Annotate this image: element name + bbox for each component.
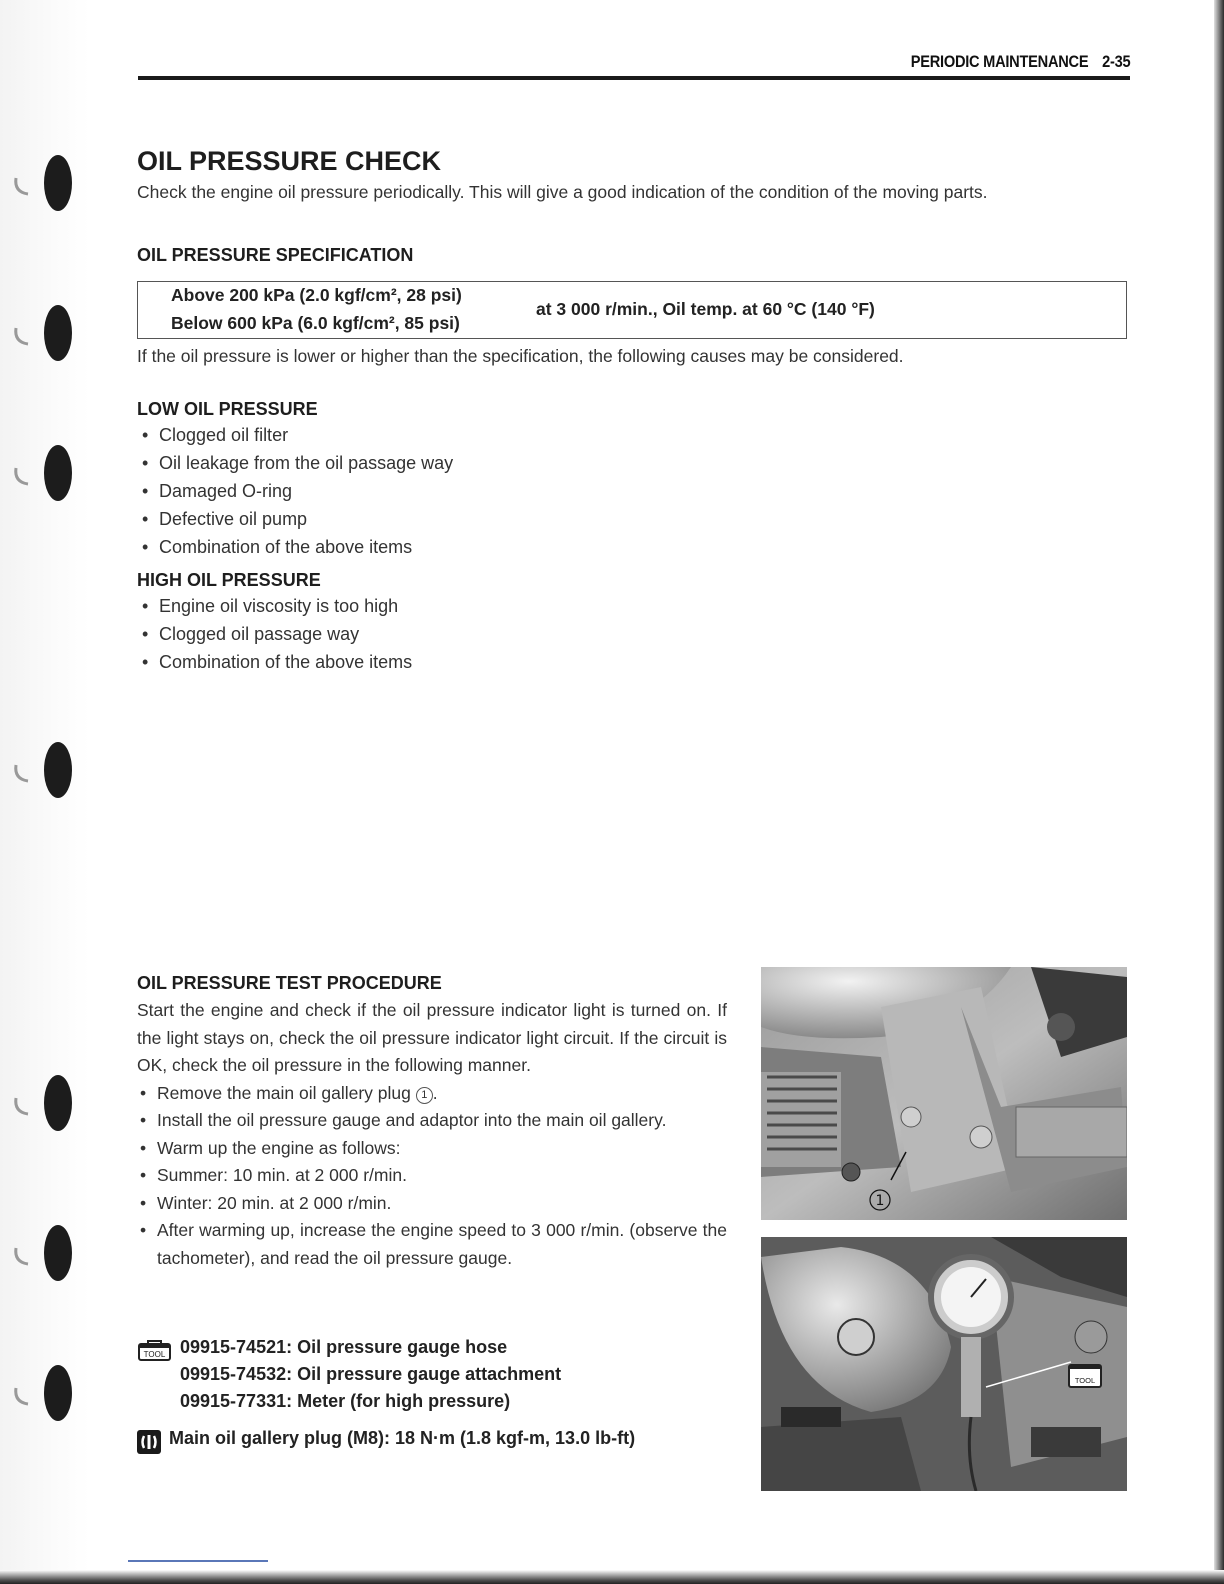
list-item: • Defective oil pump [139, 505, 453, 533]
tool-icon-label: TOOL [143, 1350, 166, 1359]
test-procedure [137, 970, 727, 1272]
list-item: • Combination of the above items [139, 533, 453, 561]
spec-below: Below 600 kPa (6.0 kgf/cm², 85 psi) [171, 313, 460, 333]
page-title: OIL PRESSURE CHECK [137, 146, 442, 176]
torque-wrench-icon [137, 1430, 161, 1454]
tool-icon [138, 1339, 171, 1361]
list-item: • Engine oil viscosity is too high [139, 592, 412, 620]
header-rule [138, 76, 1130, 80]
binder-hole [8, 1068, 74, 1138]
page-number: 2-35 [1101, 52, 1130, 71]
step-text: Remove the main oil gallery plug [157, 1082, 411, 1103]
header-text [910, 52, 1130, 72]
spec-note: If the oil pressure is lower or higher than the specification, the following causes may be considered. [137, 346, 904, 366]
procedure-intro: Start the engine and check if the oil pressure indicator light is turned on. If the light stays on, check the oil pressure indicator light circuit. If the circuit is OK, check the oil pressure in the following manner. [137, 1000, 727, 1075]
list-item: • After warming up, increase the engine speed to 3 000 r/min. (observe the tachometer), and read the oil pressure gauge. [137, 1217, 727, 1272]
list-item: • Clogged oil passage way [139, 620, 412, 648]
binder-hole [8, 438, 74, 508]
list-item: • Winter: 20 min. at 2 000 r/min. [137, 1190, 727, 1218]
high-pressure-heading: HIGH OIL PRESSURE [137, 570, 321, 590]
bottom-link-underline [128, 1560, 268, 1562]
tool-line: 09915-74521: Oil pressure gauge hose [180, 1337, 508, 1357]
procedure-heading: OIL PRESSURE TEST PROCEDURE [137, 973, 442, 993]
list-item [137, 1080, 727, 1108]
callout-ref: 1 [416, 1087, 433, 1104]
high-pressure-list [139, 592, 412, 676]
binder-hole [8, 148, 74, 218]
binder-hole [8, 1358, 74, 1428]
list-item: • Combination of the above items [139, 648, 412, 676]
list-item: • Summer: 10 min. at 2 000 r/min. [137, 1162, 727, 1190]
step-end: . [432, 1082, 438, 1103]
binder-hole [8, 1218, 74, 1288]
list-item: • Oil leakage from the oil passage way [139, 449, 453, 477]
spec-heading: OIL PRESSURE SPECIFICATION [137, 245, 414, 265]
intro-paragraph: Check the engine oil pressure periodically. This will give a good indication of the condition of the moving parts. [137, 182, 988, 202]
procedure-steps [137, 1080, 727, 1273]
engine-photo-pressure-gauge [761, 1237, 1127, 1491]
spec-above: Above 200 kPa (2.0 kgf/cm², 28 psi) [171, 285, 462, 305]
header-section: PERIODIC MAINTENANCE [910, 52, 1089, 71]
spec-condition: at 3 000 r/min., Oil temp. at 60 °C (140 °F) [536, 299, 875, 319]
list-item: • Install the oil pressure gauge and adaptor into the main oil gallery. [137, 1107, 727, 1135]
page-bottom-shadow [0, 1570, 1224, 1584]
binder-hole [8, 735, 74, 805]
engine-photo-oil-gallery-plug [761, 967, 1127, 1220]
tool-line: 09915-74532: Oil pressure gauge attachment [180, 1364, 562, 1384]
list-item: • Clogged oil filter [139, 421, 453, 449]
binder-margin [0, 0, 90, 1584]
tool-line: 09915-77331: Meter (for high pressure) [180, 1391, 511, 1411]
list-item: • Damaged O-ring [139, 477, 453, 505]
photo-callout-1: 1 [875, 1193, 885, 1209]
list-item: • Warm up the engine as follows: [137, 1135, 727, 1163]
spec-box [137, 281, 1127, 339]
low-pressure-heading: LOW OIL PRESSURE [137, 399, 318, 419]
binder-hole [8, 298, 74, 368]
page-edge-shadow [1214, 0, 1224, 1584]
running-header [138, 50, 1130, 80]
torque-text: Main oil gallery plug (M8): 18 N·m (1.8 kgf-m, 13.0 lb-ft) [169, 1428, 636, 1448]
low-pressure-list [139, 421, 453, 561]
tool-icon-label: TOOL [1074, 1376, 1096, 1385]
